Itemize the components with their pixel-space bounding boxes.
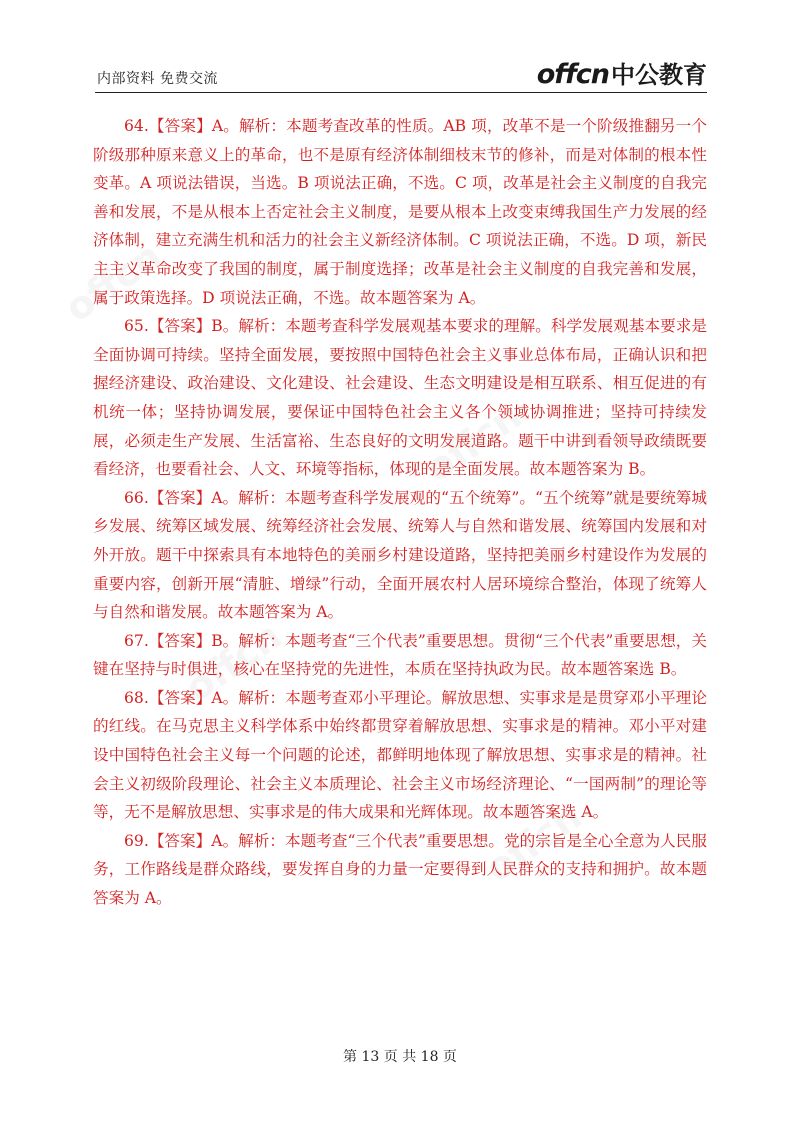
answer-paragraph-66: 66.【答案】A。解析：本题考查科学发展观的“五个统筹”。“五个统筹”就是要统筹城乡发展、统筹区域发展、统筹经济社会发展、统筹人与自然和谐发展、统筹国内发展和对外开放。题干中探索具有本地特色的美丽乡村建设道路，坚持把美丽乡村建设作为发展的重要内容，创新开展“清脏、增绿”行动，全面开展农村人居环境综合整治，体现了统筹人与自然和谐发展。故本题答案为 A。 [93, 488, 707, 622]
logo-latin: offcn [536, 59, 609, 90]
header-note: 内部资料 免费交流 [97, 71, 218, 87]
answer-paragraph-67: 67.【答案】B。解析：本题考查“三个代表”重要思想。贯彻“三个代表”重要思想，关键在坚持与时俱进，核心在坚持党的先进性，本质在坚持执政为民。故本题答案选 B。 [93, 631, 707, 679]
watermark: offcn [177, 613, 290, 711]
logo-cjk: 中公教育 [611, 61, 707, 89]
page-header [95, 58, 707, 93]
answer-paragraph-65: 65.【答案】B。解析：本题考查科学发展观基本要求的理解。科学发展观基本要求是全面协调可持续。坚持全面发展，要按照中国特色社会主义事业总体布局，正确认识和把握经济建设、政治建设、文化建设、社会建设、生态文明建设是相互联系、相互促进的有机统一体；坚持协调发展，要保证中国特色社会主义各个领域协调推进；坚持可持续发展，必须走生产发展、生活富裕、生态良好的文明发展道路。题干中讲到看领导政绩既要看经济，也要看社会、人文、环境等指标，体现的是全面发展。故本题答案为 B。 [93, 317, 707, 479]
watermark: offcn [57, 233, 170, 331]
answer-paragraph-69: 69.【答案】A。解析：本题考查“三个代表”重要思想。党的宗旨是全心全意为人民服务，工作路线是群众路线，要发挥自身的力量一定要得到人民群众的支持和拥护。故本题答案为 A。 [93, 831, 707, 908]
offcn-logo [537, 55, 707, 90]
answer-paragraph-64: 64.【答案】A。解析：本题考查改革的性质。AB 项，改革不是一个阶级推翻另一个阶级那种原来意义上的革命，也不是原有经济体制细枝末节的修补，而是对体制的根本性变革。A 项说法错误，当选。B 项说法正确，不选。C 项，改革是社会主义制度的自我完善和发展，不是从根本上否定社会主义制度，是要从根本上改变束缚我国生产力发展的经济体制，建立充满生机和活力的社会主义新经济体制。C 项说法正确，不选。D 项，新民主主义革命改变了我国的制度，属于制度选择；改革是社会主义制度的自我完善和发展，属于政策选择。D 项说法正确，不选。故本题答案为 A。 [93, 117, 707, 307]
answer-paragraph-68: 68.【答案】A。解析：本题考查邓小平理论。解放思想、实事求是是贯穿邓小平理论的红线。在马克思主义科学体系中始终都贯穿着解放思想、实事求是的精神。邓小平对建设中国特色社会主义每一个问题的论述，都鲜明地体现了解放思想、实事求是的精神。社会主义初级阶段理论、社会主义本质理论、社会主义市场经济理论、“一国两制”的理论等等，无不是解放思想、实事求是的伟大成果和光辉体现。故本题答案选 A。 [93, 688, 707, 822]
page-footer: 第 13 页 共 18 页 [343, 1049, 457, 1065]
watermark: offcn [477, 793, 590, 891]
answer-content [93, 112, 707, 913]
watermark: offcn [417, 393, 530, 491]
